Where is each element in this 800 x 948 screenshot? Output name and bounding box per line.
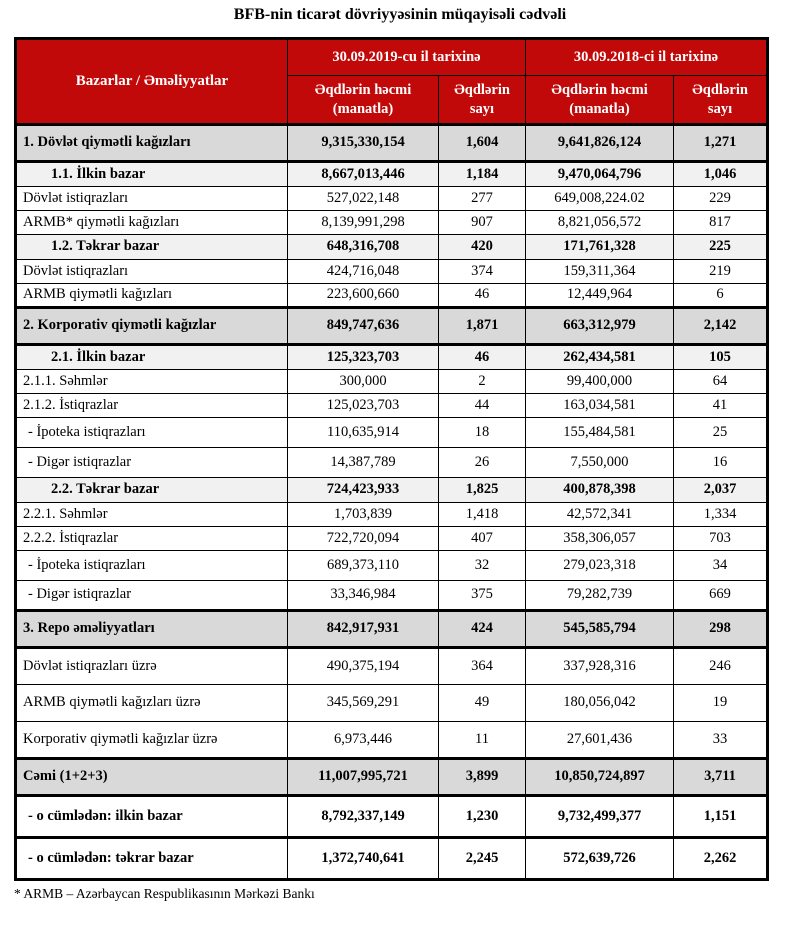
- value-volume-2018: 545,585,794: [526, 611, 674, 648]
- row-label: - İpoteka istiqrazları: [16, 418, 288, 448]
- value-count-2018: 669: [674, 581, 768, 611]
- table-row: [16, 370, 768, 394]
- value-count-2019: 424: [439, 611, 526, 648]
- row-label: Cəmi (1+2+3): [16, 759, 288, 796]
- table-row: [16, 478, 768, 503]
- value-count-2018: 225: [674, 235, 768, 260]
- table-row: [16, 308, 768, 345]
- row-label: 2.1.2. İstiqrazlar: [16, 394, 288, 418]
- value-count-2019: 1,418: [439, 503, 526, 527]
- value-count-2019: 3,899: [439, 759, 526, 796]
- value-volume-2018: 79,282,739: [526, 581, 674, 611]
- value-volume-2018: 649,008,224.02: [526, 187, 674, 211]
- value-volume-2019: 527,022,148: [288, 187, 439, 211]
- col-header-volume-2018: Əqdlərin həcmi (manatla): [526, 76, 674, 125]
- footnote: * ARMB – Azərbaycan Respublikasının Mərkəzi Bankı: [14, 886, 315, 901]
- value-count-2018: 219: [674, 260, 768, 284]
- table-row: [16, 838, 768, 880]
- value-volume-2019: 842,917,931: [288, 611, 439, 648]
- header-row-periods: [16, 39, 768, 76]
- row-label: - İpoteka istiqrazları: [16, 551, 288, 581]
- row-label: 1.2. Təkrar bazar: [16, 235, 288, 260]
- table-row: [16, 648, 768, 685]
- value-volume-2018: 155,484,581: [526, 418, 674, 448]
- table-row: [16, 551, 768, 581]
- value-volume-2018: 7,550,000: [526, 448, 674, 478]
- table-body: [16, 125, 768, 880]
- value-count-2019: 2,245: [439, 838, 526, 880]
- value-volume-2018: 27,601,436: [526, 722, 674, 759]
- value-count-2019: 1,871: [439, 308, 526, 345]
- value-volume-2018: 10,850,724,897: [526, 759, 674, 796]
- value-volume-2018: 279,023,318: [526, 551, 674, 581]
- table-row: [16, 448, 768, 478]
- value-count-2019: 420: [439, 235, 526, 260]
- row-label: - o cümlədən: ilkin bazar: [16, 796, 288, 838]
- table-row: [16, 211, 768, 235]
- value-volume-2018: 358,306,057: [526, 527, 674, 551]
- value-volume-2018: 159,311,364: [526, 260, 674, 284]
- table-row: [16, 235, 768, 260]
- value-volume-2019: 6,973,446: [288, 722, 439, 759]
- col-header-markets: Bazarlar / Əməliyyatlar: [16, 39, 288, 125]
- value-volume-2019: 223,600,660: [288, 284, 439, 308]
- table-row: [16, 187, 768, 211]
- table-row: [16, 260, 768, 284]
- value-volume-2019: 648,316,708: [288, 235, 439, 260]
- value-count-2018: 19: [674, 685, 768, 722]
- col-header-volume-2019: Əqdlərin həcmi (manatla): [288, 76, 439, 125]
- row-label: 2.1. İlkin bazar: [16, 345, 288, 370]
- value-volume-2019: 1,372,740,641: [288, 838, 439, 880]
- value-volume-2019: 849,747,636: [288, 308, 439, 345]
- value-count-2018: 703: [674, 527, 768, 551]
- table-row: [16, 796, 768, 838]
- value-volume-2019: 722,720,094: [288, 527, 439, 551]
- value-count-2019: 907: [439, 211, 526, 235]
- value-count-2018: 105: [674, 345, 768, 370]
- value-volume-2019: 33,346,984: [288, 581, 439, 611]
- value-volume-2019: 125,323,703: [288, 345, 439, 370]
- value-count-2019: 2: [439, 370, 526, 394]
- table-row: [16, 503, 768, 527]
- col-header-count-2018: Əqdlərin sayı: [674, 76, 768, 125]
- value-count-2019: 375: [439, 581, 526, 611]
- page-title: BFB-nin ticarət dövriyyəsinin müqayisəli cədvəli: [233, 6, 567, 23]
- table-row: [16, 284, 768, 308]
- value-volume-2019: 689,373,110: [288, 551, 439, 581]
- value-count-2018: 25: [674, 418, 768, 448]
- value-volume-2018: 12,449,964: [526, 284, 674, 308]
- value-count-2019: 1,184: [439, 162, 526, 187]
- row-label: - o cümlədən: təkrar bazar: [16, 838, 288, 880]
- row-label: 2.2. Təkrar bazar: [16, 478, 288, 503]
- row-label: 2. Korporativ qiymətli kağızlar: [16, 308, 288, 345]
- value-volume-2019: 1,703,839: [288, 503, 439, 527]
- value-count-2018: 2,142: [674, 308, 768, 345]
- value-volume-2019: 14,387,789: [288, 448, 439, 478]
- value-volume-2019: 9,315,330,154: [288, 125, 439, 162]
- value-volume-2018: 400,878,398: [526, 478, 674, 503]
- value-volume-2018: 180,056,042: [526, 685, 674, 722]
- table-row: [16, 125, 768, 162]
- value-count-2019: 11: [439, 722, 526, 759]
- value-volume-2018: 171,761,328: [526, 235, 674, 260]
- value-volume-2018: 9,641,826,124: [526, 125, 674, 162]
- table-row: [16, 581, 768, 611]
- row-label: Dövlət istiqrazları: [16, 187, 288, 211]
- value-count-2018: 41: [674, 394, 768, 418]
- row-label: ARMB qiymətli kağızları: [16, 284, 288, 308]
- value-count-2019: 46: [439, 345, 526, 370]
- row-label: 2.1.1. Səhmlər: [16, 370, 288, 394]
- row-label: ARMB qiymətli kağızları üzrə: [16, 685, 288, 722]
- value-count-2019: 32: [439, 551, 526, 581]
- value-volume-2019: 300,000: [288, 370, 439, 394]
- value-volume-2019: 8,792,337,149: [288, 796, 439, 838]
- col-header-count-2019: Əqdlərin sayı: [439, 76, 526, 125]
- value-count-2019: 277: [439, 187, 526, 211]
- table-row: [16, 418, 768, 448]
- value-volume-2018: 99,400,000: [526, 370, 674, 394]
- value-count-2018: 1,151: [674, 796, 768, 838]
- value-count-2018: 3,711: [674, 759, 768, 796]
- value-count-2018: 16: [674, 448, 768, 478]
- row-label: Dövlət istiqrazları üzrə: [16, 648, 288, 685]
- value-volume-2019: 8,667,013,446: [288, 162, 439, 187]
- value-count-2018: 298: [674, 611, 768, 648]
- table-row: [16, 345, 768, 370]
- value-count-2019: 364: [439, 648, 526, 685]
- value-count-2018: 34: [674, 551, 768, 581]
- row-label: 1. Dövlət qiymətli kağızları: [16, 125, 288, 162]
- value-volume-2019: 125,023,703: [288, 394, 439, 418]
- value-count-2018: 229: [674, 187, 768, 211]
- value-count-2018: 1,046: [674, 162, 768, 187]
- value-count-2018: 64: [674, 370, 768, 394]
- row-label: 1.1. İlkin bazar: [16, 162, 288, 187]
- row-label: 2.2.2. İstiqrazlar: [16, 527, 288, 551]
- value-volume-2019: 345,569,291: [288, 685, 439, 722]
- value-count-2018: 2,262: [674, 838, 768, 880]
- value-count-2018: 33: [674, 722, 768, 759]
- value-count-2019: 407: [439, 527, 526, 551]
- row-label: - Digər istiqrazlar: [16, 448, 288, 478]
- row-label: Dövlət istiqrazları: [16, 260, 288, 284]
- value-count-2018: 1,334: [674, 503, 768, 527]
- row-label: ARMB* qiymətli kağızları: [16, 211, 288, 235]
- row-label: 3. Repo əməliyyatları: [16, 611, 288, 648]
- value-volume-2018: 9,732,499,377: [526, 796, 674, 838]
- value-count-2018: 817: [674, 211, 768, 235]
- table-header: [16, 39, 768, 125]
- value-volume-2019: 424,716,048: [288, 260, 439, 284]
- table-row: [16, 685, 768, 722]
- value-count-2019: 18: [439, 418, 526, 448]
- value-volume-2019: 11,007,995,721: [288, 759, 439, 796]
- value-volume-2018: 9,470,064,796: [526, 162, 674, 187]
- value-volume-2019: 724,423,933: [288, 478, 439, 503]
- value-count-2018: 246: [674, 648, 768, 685]
- row-label: Korporativ qiymətli kağızlar üzrə: [16, 722, 288, 759]
- value-count-2019: 46: [439, 284, 526, 308]
- value-count-2019: 26: [439, 448, 526, 478]
- value-count-2018: 1,271: [674, 125, 768, 162]
- table-row: [16, 722, 768, 759]
- value-count-2019: 374: [439, 260, 526, 284]
- value-count-2018: 6: [674, 284, 768, 308]
- value-volume-2019: 8,139,991,298: [288, 211, 439, 235]
- value-volume-2018: 42,572,341: [526, 503, 674, 527]
- value-volume-2018: 663,312,979: [526, 308, 674, 345]
- value-count-2019: 1,230: [439, 796, 526, 838]
- table-row: [16, 527, 768, 551]
- value-count-2019: 1,825: [439, 478, 526, 503]
- value-count-2019: 49: [439, 685, 526, 722]
- value-volume-2019: 490,375,194: [288, 648, 439, 685]
- value-volume-2018: 337,928,316: [526, 648, 674, 685]
- table-row: [16, 611, 768, 648]
- table-row: [16, 162, 768, 187]
- row-label: - Digər istiqrazlar: [16, 581, 288, 611]
- value-volume-2018: 262,434,581: [526, 345, 674, 370]
- value-volume-2018: 572,639,726: [526, 838, 674, 880]
- row-label: 2.2.1. Səhmlər: [16, 503, 288, 527]
- value-volume-2018: 163,034,581: [526, 394, 674, 418]
- value-count-2019: 1,604: [439, 125, 526, 162]
- value-volume-2018: 8,821,056,572: [526, 211, 674, 235]
- table-row: [16, 394, 768, 418]
- table-row: [16, 759, 768, 796]
- comparison-table: [14, 37, 769, 881]
- value-count-2018: 2,037: [674, 478, 768, 503]
- col-header-period-2018: 30.09.2018-ci il tarixinə: [526, 39, 768, 76]
- value-volume-2019: 110,635,914: [288, 418, 439, 448]
- col-header-period-2019: 30.09.2019-cu il tarixinə: [288, 39, 526, 76]
- value-count-2019: 44: [439, 394, 526, 418]
